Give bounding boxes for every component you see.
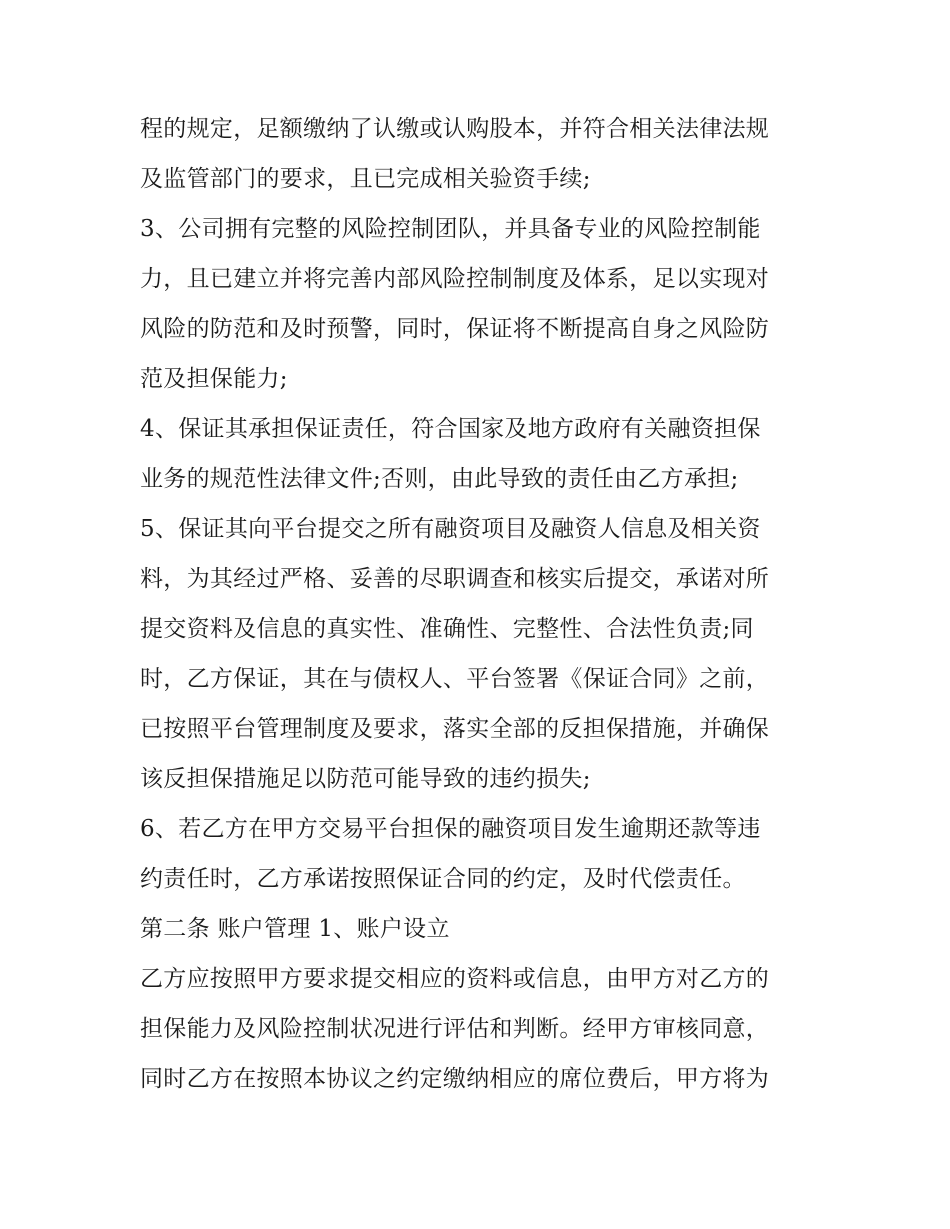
text-line: 风险的防范和及时预警，同时，保证将不断提高自身之风险防 <box>140 316 770 342</box>
text-line: 6、若乙方在甲方交易平台担保的融资项目发生逾期还款等违 <box>140 816 761 842</box>
text-line: 5、保证其向平台提交之所有融资项目及融资人信息及相关资 <box>140 516 761 542</box>
text-line: 乙方应按照甲方要求提交相应的资料或信息，由甲方对乙方的 <box>140 966 770 992</box>
text-line: 担保能力及风险控制状况进行评估和判断。经甲方审核同意， <box>140 1016 770 1042</box>
text-line: 该反担保措施足以防范可能导致的违约损失; <box>140 766 591 792</box>
text-line: 时，乙方保证，其在与债权人、平台签署《保证合同》之前， <box>140 666 770 692</box>
text-line: 范及担保能力; <box>140 366 288 392</box>
text-line: 料，为其经过严格、妥善的尽职调查和核实后提交，承诺对所 <box>140 566 770 592</box>
section-heading: 第二条 账户管理 1、账户设立 <box>140 916 450 942</box>
text-line: 已按照平台管理制度及要求，落实全部的反担保措施，并确保 <box>140 716 770 742</box>
text-line: 提交资料及信息的真实性、准确性、完整性、合法性负责;同 <box>140 616 754 642</box>
text-line: 约责任时，乙方承诺按照保证合同的约定，及时代偿责任。 <box>140 866 746 892</box>
text-line: 3、公司拥有完整的风险控制团队，并具备专业的风险控制能 <box>140 216 761 242</box>
text-line: 程的规定，足额缴纳了认缴或认购股本，并符合相关法律法规 <box>140 116 770 142</box>
text-line: 力，且已建立并将完善内部风险控制制度及体系，足以实现对 <box>140 266 770 292</box>
document-body <box>140 104 830 1104</box>
text-line: 同时乙方在按照本协议之约定缴纳相应的席位费后，甲方将为 <box>140 1066 770 1092</box>
text-line: 业务的规范性法律文件;否则，由此导致的责任由乙方承担; <box>140 466 739 492</box>
text-line: 4、保证其承担保证责任，符合国家及地方政府有关融资担保 <box>140 416 761 442</box>
text-line: 及监管部门的要求，且已完成相关验资手续; <box>140 166 591 192</box>
